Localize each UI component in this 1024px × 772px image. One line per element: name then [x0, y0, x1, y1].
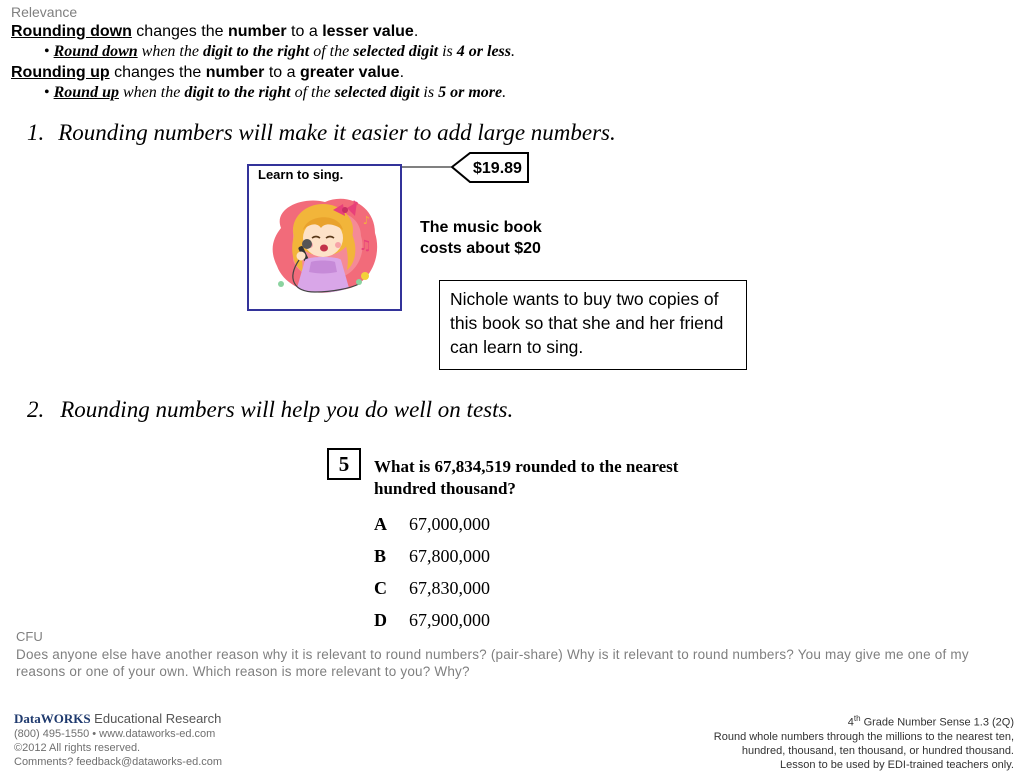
def-keyword: number: [227, 23, 287, 40]
point-2-text: Rounding numbers will help you do well on tests.: [60, 397, 514, 422]
def-keyword: greater value: [299, 64, 400, 81]
grade-suffix: th: [853, 714, 861, 723]
answer-option: [374, 546, 490, 578]
rule-text: .: [511, 43, 515, 60]
music-book-picture: [247, 164, 402, 311]
book-caption: Learn to sing.: [258, 167, 344, 182]
option-letter: C: [374, 578, 387, 598]
svg-text:♪: ♪: [363, 214, 371, 227]
def-text: .: [413, 23, 419, 40]
estimate-line-2: costs about $20: [420, 240, 541, 257]
footer-contact-line-1: (800) 495-1550 • www.dataworks-ed.com: [14, 728, 216, 740]
nichole-scenario-box: [439, 280, 747, 370]
round-down-rule: [44, 42, 515, 62]
dataworks-logo: [14, 710, 221, 728]
point-1-text: Rounding numbers will make it easier to add large numbers.: [58, 120, 616, 145]
cfu-text: Does anyone else have another reason why it is relevant to round numbers? (pair-share) Why is it relevant to round numbers? You may give me one of my reasons or one of your own. Which reason is more relevant to you? Why?: [16, 647, 969, 679]
def-text: changes the: [109, 64, 206, 81]
round-up-term: Round up: [53, 84, 119, 101]
brand-rest: Educational Research: [90, 711, 222, 726]
rule-keyword: digit to the right: [184, 84, 291, 101]
def-keyword: lesser value: [322, 23, 414, 40]
rule-keyword: 4 or less: [456, 43, 511, 60]
brand-bold: DataWORKS: [14, 711, 91, 726]
price-label: $19.89: [473, 160, 522, 177]
rule-keyword: selected digit: [334, 84, 420, 101]
svg-text:♫: ♫: [359, 238, 372, 254]
rule-text: of the: [290, 84, 335, 101]
rule-text: .: [502, 84, 507, 101]
rounding-up-term: Rounding up: [11, 64, 110, 81]
answer-option: [374, 578, 490, 610]
point-1: [27, 120, 616, 146]
singing-girl-illustration: [263, 188, 388, 303]
question-number-box: 5: [327, 448, 361, 480]
svg-text:♪: ♪: [349, 197, 360, 216]
rule-text: of the: [309, 43, 354, 60]
rule-keyword: 5 or more: [438, 84, 503, 101]
lesson-desc-3: Lesson to be used by EDI-trained teachers only.: [780, 758, 1014, 771]
def-text: changes the: [131, 23, 228, 40]
point-2: [27, 397, 513, 423]
rule-text: when the: [137, 43, 203, 60]
grade-number: 4: [847, 716, 854, 729]
def-text: .: [399, 64, 405, 81]
footer-contact-line-3: Comments? feedback@dataworks-ed.com: [14, 756, 223, 768]
option-value: 67,830,000: [409, 578, 490, 598]
def-text: to a: [286, 23, 323, 40]
round-up-rule: [44, 83, 506, 103]
rule-keyword: digit to the right: [202, 43, 310, 60]
round-down-term: Round down: [53, 43, 138, 60]
option-value: 67,000,000: [409, 514, 490, 534]
point-2-number: 2.: [27, 397, 45, 422]
test-question-line-2: hundred thousand?: [374, 479, 516, 498]
option-value: 67,900,000: [409, 610, 490, 630]
option-letter: A: [374, 514, 387, 534]
option-value: 67,800,000: [409, 546, 490, 566]
rounding-down-definition: [11, 22, 418, 42]
def-keyword: number: [205, 64, 265, 81]
bullet-dot: •: [44, 43, 54, 60]
point-1-number: 1.: [27, 120, 45, 145]
cfu-label: CFU: [16, 629, 43, 644]
rule-text: is: [438, 43, 457, 60]
rule-keyword: selected digit: [353, 43, 439, 60]
relevance-label: Relevance: [11, 4, 78, 20]
rule-text: is: [419, 84, 439, 101]
option-letter: D: [374, 610, 387, 630]
test-question: [374, 456, 678, 500]
bullet-dot: •: [44, 84, 54, 101]
answer-option: [374, 610, 490, 642]
estimate-text: [420, 217, 542, 259]
answer-options: [374, 514, 490, 642]
option-letter: B: [374, 546, 387, 566]
def-text: to a: [264, 64, 300, 81]
grade-rest: Grade Number Sense 1.3 (2Q): [860, 716, 1014, 729]
rounding-down-term: Rounding down: [11, 23, 132, 40]
lesson-info: [714, 712, 1014, 772]
footer-contact-line-2: ©2012 All rights reserved.: [14, 742, 141, 754]
rounding-up-definition: [11, 63, 404, 83]
estimate-line-1: The music book: [420, 219, 542, 236]
rule-text: when the: [118, 84, 185, 101]
lesson-desc-2: hundred, thousand, ten thousand, or hundred thousand.: [741, 744, 1014, 757]
answer-option: [374, 514, 490, 546]
test-question-line-1: What is 67,834,519 rounded to the nearest: [374, 457, 679, 476]
nichole-scenario-text: Nichole wants to buy two copies of this book so that she and her friend can learn to sing.: [450, 289, 724, 357]
footer-contact: [14, 727, 222, 769]
lesson-standard: [714, 712, 1014, 730]
lesson-desc-1: Round whole numbers through the millions to the nearest ten,: [713, 730, 1014, 743]
